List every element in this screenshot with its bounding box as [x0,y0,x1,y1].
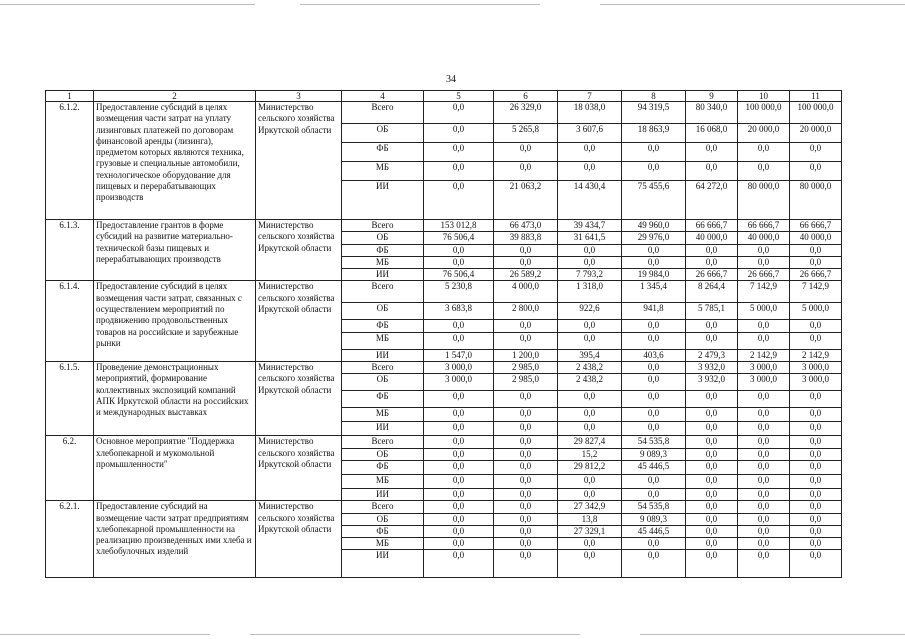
value-cell: 0,0 [558,143,622,162]
value-cell: 0,0 [494,448,558,460]
value-cell: 0,0 [424,422,494,436]
value-cell: 0,0 [686,422,738,436]
funding-level-cell: ИИ [342,269,424,281]
value-cell: 0,0 [424,124,494,143]
table-body [46,102,842,578]
value-cell: 0,0 [790,408,842,422]
header-cell: 5 [424,91,494,102]
value-cell: 0,0 [424,525,494,537]
executor-cell: Министерство сельского хозяйства Иркутской области [256,220,342,281]
value-cell: 3 000,0 [790,362,842,374]
executor-cell: Министерство сельского хозяйства Иркутской области [256,102,342,220]
value-cell: 0,0 [686,538,738,550]
value-cell: 0,0 [686,550,738,578]
header-cell: 8 [622,91,686,102]
value-cell: 2 142,9 [738,349,790,361]
value-cell: 39 883,8 [494,232,558,244]
value-cell: 0,0 [686,332,738,349]
value-cell: 26 589,2 [494,269,558,281]
value-cell: 66 666,7 [686,220,738,232]
value-cell: 0,0 [424,181,494,220]
scan-line-top-right [600,4,905,5]
executor-cell: Министерство сельского хозяйства Иркутской области [256,362,342,436]
value-cell: 2 142,9 [790,349,842,361]
value-cell: 0,0 [424,244,494,256]
name-cell: Предоставление грантов в форме субсидий на развитие материально-технической базы пищевых и перерабатывающих производств [94,220,256,281]
value-cell: 0,0 [424,474,494,488]
value-cell: 922,6 [558,303,622,320]
value-cell: 0,0 [558,408,622,422]
value-cell: 0,0 [424,102,494,124]
table-row [46,281,842,303]
funding-level-cell: МБ [342,256,424,268]
budget-table [45,90,842,578]
value-cell: 0,0 [494,525,558,537]
funding-level-cell: Всего [342,362,424,374]
code-cell: 6.2. [46,436,94,501]
value-cell: 0,0 [790,422,842,436]
value-cell: 0,0 [494,501,558,513]
value-cell: 0,0 [424,460,494,474]
value-cell: 5 785,1 [686,303,738,320]
value-cell: 0,0 [558,391,622,408]
value-cell: 0,0 [790,550,842,578]
value-cell: 0,0 [424,436,494,448]
value-cell: 9 089,3 [622,448,686,460]
value-cell: 0,0 [424,448,494,460]
value-cell: 0,0 [790,391,842,408]
value-cell: 0,0 [686,162,738,181]
value-cell: 0,0 [558,550,622,578]
value-cell: 0,0 [558,422,622,436]
funding-level-cell: МБ [342,408,424,422]
name-cell: Проведение демонстрационных мероприятий, формирование коллективных экспозиций компаний АПК Иркутской области на российских и международных выставках [94,362,256,436]
value-cell: 7 793,2 [558,269,622,281]
funding-level-cell: Всего [342,102,424,124]
value-cell: 3 000,0 [424,374,494,391]
value-cell: 19 984,0 [622,269,686,281]
value-cell: 0,0 [622,244,686,256]
value-cell: 0,0 [494,162,558,181]
value-cell: 21 063,2 [494,181,558,220]
value-cell: 0,0 [686,256,738,268]
value-cell: 9 089,3 [622,513,686,525]
value-cell: 403,6 [622,349,686,361]
funding-level-cell: МБ [342,538,424,550]
value-cell: 40 000,0 [738,232,790,244]
funding-level-cell: ИИ [342,488,424,500]
value-cell: 0,0 [738,488,790,500]
value-cell: 0,0 [686,391,738,408]
value-cell: 0,0 [738,436,790,448]
value-cell: 0,0 [494,143,558,162]
value-cell: 0,0 [738,513,790,525]
value-cell: 0,0 [790,488,842,500]
header-cell: 3 [256,91,342,102]
value-cell: 0,0 [558,320,622,332]
scan-line-bottom-left [0,634,210,635]
value-cell: 0,0 [790,538,842,550]
value-cell: 39 434,7 [558,220,622,232]
value-cell: 0,0 [494,474,558,488]
value-cell: 3 000,0 [790,374,842,391]
funding-level-cell: ОБ [342,513,424,525]
value-cell: 0,0 [622,391,686,408]
value-cell: 0,0 [622,408,686,422]
value-cell: 0,0 [738,408,790,422]
value-cell: 0,0 [494,538,558,550]
value-cell: 26 329,0 [494,102,558,124]
value-cell: 0,0 [686,448,738,460]
value-cell: 0,0 [686,474,738,488]
code-cell: 6.2.1. [46,501,94,578]
value-cell: 5 000,0 [790,303,842,320]
value-cell: 2 479,3 [686,349,738,361]
value-cell: 20 000,0 [790,124,842,143]
value-cell: 0,0 [790,162,842,181]
value-cell: 0,0 [558,474,622,488]
value-cell: 0,0 [622,474,686,488]
funding-level-cell: ИИ [342,422,424,436]
value-cell: 26 666,7 [686,269,738,281]
funding-level-cell: ФБ [342,143,424,162]
value-cell: 0,0 [686,488,738,500]
value-cell: 27 329,1 [558,525,622,537]
funding-level-cell: Всего [342,281,424,303]
value-cell: 0,0 [622,488,686,500]
code-cell: 6.1.3. [46,220,94,281]
table-row [46,436,842,448]
value-cell: 0,0 [738,525,790,537]
value-cell: 80 000,0 [790,181,842,220]
value-cell: 0,0 [790,460,842,474]
header-cell: 11 [790,91,842,102]
value-cell: 80 340,0 [686,102,738,124]
value-cell: 27 342,9 [558,501,622,513]
table-row [46,220,842,232]
value-cell: 0,0 [424,488,494,500]
value-cell: 76 506,4 [424,269,494,281]
value-cell: 0,0 [738,332,790,349]
code-cell: 6.1.4. [46,281,94,362]
value-cell: 0,0 [738,448,790,460]
funding-level-cell: ОБ [342,448,424,460]
value-cell: 0,0 [494,488,558,500]
value-cell: 0,0 [494,460,558,474]
table-row [46,102,842,124]
value-cell: 0,0 [738,256,790,268]
value-cell: 0,0 [558,538,622,550]
value-cell: 3 932,0 [686,374,738,391]
value-cell: 0,0 [558,244,622,256]
funding-level-cell: ФБ [342,244,424,256]
funding-level-cell: ФБ [342,320,424,332]
value-cell: 1 547,0 [424,349,494,361]
value-cell: 0,0 [558,488,622,500]
scan-line-bottom-right [640,634,905,635]
value-cell: 1 318,0 [558,281,622,303]
value-cell: 29 827,4 [558,436,622,448]
funding-level-cell: ИИ [342,349,424,361]
funding-level-cell: ОБ [342,303,424,320]
value-cell: 3 683,8 [424,303,494,320]
value-cell: 45 446,5 [622,525,686,537]
value-cell: 94 319,5 [622,102,686,124]
value-cell: 15,2 [558,448,622,460]
value-cell: 2 985,0 [494,362,558,374]
value-cell: 0,0 [424,550,494,578]
page-number: 34 [446,74,456,85]
value-cell: 0,0 [686,525,738,537]
value-cell: 0,0 [790,256,842,268]
value-cell: 0,0 [424,320,494,332]
value-cell: 0,0 [622,143,686,162]
value-cell: 395,4 [558,349,622,361]
value-cell: 100 000,0 [790,102,842,124]
value-cell: 2 438,2 [558,362,622,374]
value-cell: 3 000,0 [424,362,494,374]
value-cell: 0,0 [622,320,686,332]
header-cell: 9 [686,91,738,102]
value-cell: 40 000,0 [686,232,738,244]
value-cell: 0,0 [738,538,790,550]
value-cell: 0,0 [738,474,790,488]
executor-cell: Министерство сельского хозяйства Иркутской области [256,436,342,501]
value-cell: 5 230,8 [424,281,494,303]
value-cell: 0,0 [622,256,686,268]
value-cell: 0,0 [494,256,558,268]
scan-line-bottom-mid [250,634,580,635]
code-cell: 6.1.2. [46,102,94,220]
value-cell: 0,0 [424,143,494,162]
value-cell: 29 976,0 [622,232,686,244]
value-cell: 7 142,9 [738,281,790,303]
value-cell: 7 142,9 [790,281,842,303]
funding-level-cell: ФБ [342,391,424,408]
value-cell: 0,0 [494,408,558,422]
value-cell: 0,0 [558,332,622,349]
value-cell: 5 265,8 [494,124,558,143]
value-cell: 0,0 [622,422,686,436]
header-row [46,91,842,102]
value-cell: 0,0 [622,550,686,578]
value-cell: 20 000,0 [738,124,790,143]
value-cell: 0,0 [424,408,494,422]
value-cell: 18 863,9 [622,124,686,143]
value-cell: 0,0 [494,320,558,332]
value-cell: 153 012,8 [424,220,494,232]
value-cell: 0,0 [738,422,790,436]
header-cell: 10 [738,91,790,102]
name-cell: Предоставление субсидий в целях возмещения части затрат на уплату лизинговых платежей по договорам финансовой аренды (лизинга), предметом которых являются техника, грузовые и специальные автомобили, технологическое оборудование для пищевых и перерабатывающих производств [94,102,256,220]
value-cell: 0,0 [424,538,494,550]
executor-cell: Министерство сельского хозяйства Иркутской области [256,281,342,362]
value-cell: 0,0 [790,525,842,537]
funding-level-cell: ОБ [342,232,424,244]
value-cell: 66 666,7 [790,220,842,232]
header-cell: 2 [94,91,256,102]
value-cell: 0,0 [686,244,738,256]
value-cell: 0,0 [686,501,738,513]
value-cell: 0,0 [622,374,686,391]
value-cell: 3 607,6 [558,124,622,143]
value-cell: 8 264,4 [686,281,738,303]
value-cell: 0,0 [738,162,790,181]
value-cell: 3 000,0 [738,374,790,391]
name-cell: Предоставление субсидий на возмещение части затрат предприятиям хлебопекарной промышленности на реализацию произведенных ими хлеба и хлебобулочных изделий [94,501,256,578]
value-cell: 2 985,0 [494,374,558,391]
value-cell: 0,0 [424,332,494,349]
value-cell: 0,0 [424,513,494,525]
value-cell: 0,0 [622,538,686,550]
name-cell: Предоставление субсидий в целях возмещения части затрат, связанных с осуществлением мероприятий по продвижению продовольственных товаров на российские и зарубежные рынки [94,281,256,362]
header-cell: 4 [342,91,424,102]
funding-level-cell: ФБ [342,525,424,537]
funding-level-cell: МБ [342,474,424,488]
value-cell: 1 200,0 [494,349,558,361]
value-cell: 0,0 [494,244,558,256]
value-cell: 26 666,7 [738,269,790,281]
value-cell: 0,0 [494,422,558,436]
header-cell: 1 [46,91,94,102]
value-cell: 54 535,8 [622,436,686,448]
value-cell: 100 000,0 [738,102,790,124]
value-cell: 0,0 [494,513,558,525]
value-cell: 0,0 [686,513,738,525]
value-cell: 1 345,4 [622,281,686,303]
funding-level-cell: МБ [342,332,424,349]
value-cell: 0,0 [494,332,558,349]
value-cell: 0,0 [686,408,738,422]
code-cell: 6.1.5. [46,362,94,436]
value-cell: 0,0 [790,244,842,256]
funding-level-cell: Всего [342,436,424,448]
value-cell: 0,0 [424,501,494,513]
value-cell: 0,0 [738,550,790,578]
funding-level-cell: Всего [342,501,424,513]
value-cell: 0,0 [790,513,842,525]
value-cell: 0,0 [738,244,790,256]
scan-line-top-mid [300,4,540,5]
value-cell: 66 666,7 [738,220,790,232]
value-cell: 0,0 [738,460,790,474]
table-row [46,362,842,374]
value-cell: 16 068,0 [686,124,738,143]
value-cell: 66 473,0 [494,220,558,232]
value-cell: 0,0 [790,436,842,448]
value-cell: 0,0 [558,162,622,181]
funding-level-cell: ИИ [342,181,424,220]
value-cell: 0,0 [424,256,494,268]
value-cell: 0,0 [738,320,790,332]
value-cell: 0,0 [686,460,738,474]
funding-level-cell: Всего [342,220,424,232]
name-cell: Основное мероприятие "Поддержка хлебопекарной и мукомольной промышленности" [94,436,256,501]
value-cell: 0,0 [790,448,842,460]
header-cell: 7 [558,91,622,102]
value-cell: 26 666,7 [790,269,842,281]
funding-level-cell: ИИ [342,550,424,578]
value-cell: 0,0 [424,162,494,181]
value-cell: 40 000,0 [790,232,842,244]
header-cell: 6 [494,91,558,102]
value-cell: 75 455,6 [622,181,686,220]
funding-level-cell: ОБ [342,374,424,391]
value-cell: 49 960,0 [622,220,686,232]
value-cell: 0,0 [790,474,842,488]
value-cell: 0,0 [790,501,842,513]
value-cell: 5 000,0 [738,303,790,320]
value-cell: 0,0 [622,162,686,181]
value-cell: 45 446,5 [622,460,686,474]
value-cell: 2 800,0 [494,303,558,320]
value-cell: 76 506,4 [424,232,494,244]
value-cell: 0,0 [686,143,738,162]
value-cell: 0,0 [494,550,558,578]
table-header [46,91,842,102]
value-cell: 3 000,0 [738,362,790,374]
value-cell: 0,0 [494,391,558,408]
value-cell: 64 272,0 [686,181,738,220]
table-row [46,501,842,513]
funding-level-cell: ФБ [342,460,424,474]
value-cell: 0,0 [790,332,842,349]
value-cell: 0,0 [622,362,686,374]
value-cell: 0,0 [686,320,738,332]
value-cell: 54 535,8 [622,501,686,513]
funding-level-cell: МБ [342,162,424,181]
value-cell: 0,0 [738,143,790,162]
value-cell: 3 932,0 [686,362,738,374]
value-cell: 2 438,2 [558,374,622,391]
value-cell: 941,8 [622,303,686,320]
value-cell: 0,0 [494,436,558,448]
value-cell: 0,0 [424,391,494,408]
scan-line-top-left [0,4,255,5]
value-cell: 0,0 [686,436,738,448]
value-cell: 14 430,4 [558,181,622,220]
funding-level-cell: ОБ [342,124,424,143]
value-cell: 4 000,0 [494,281,558,303]
value-cell: 13,8 [558,513,622,525]
value-cell: 0,0 [558,256,622,268]
executor-cell: Министерство сельского хозяйства Иркутской области [256,501,342,578]
value-cell: 29 812,2 [558,460,622,474]
value-cell: 31 641,5 [558,232,622,244]
value-cell: 0,0 [738,501,790,513]
value-cell: 0,0 [790,320,842,332]
value-cell: 0,0 [790,143,842,162]
value-cell: 0,0 [738,391,790,408]
value-cell: 18 038,0 [558,102,622,124]
value-cell: 80 000,0 [738,181,790,220]
value-cell: 0,0 [622,332,686,349]
